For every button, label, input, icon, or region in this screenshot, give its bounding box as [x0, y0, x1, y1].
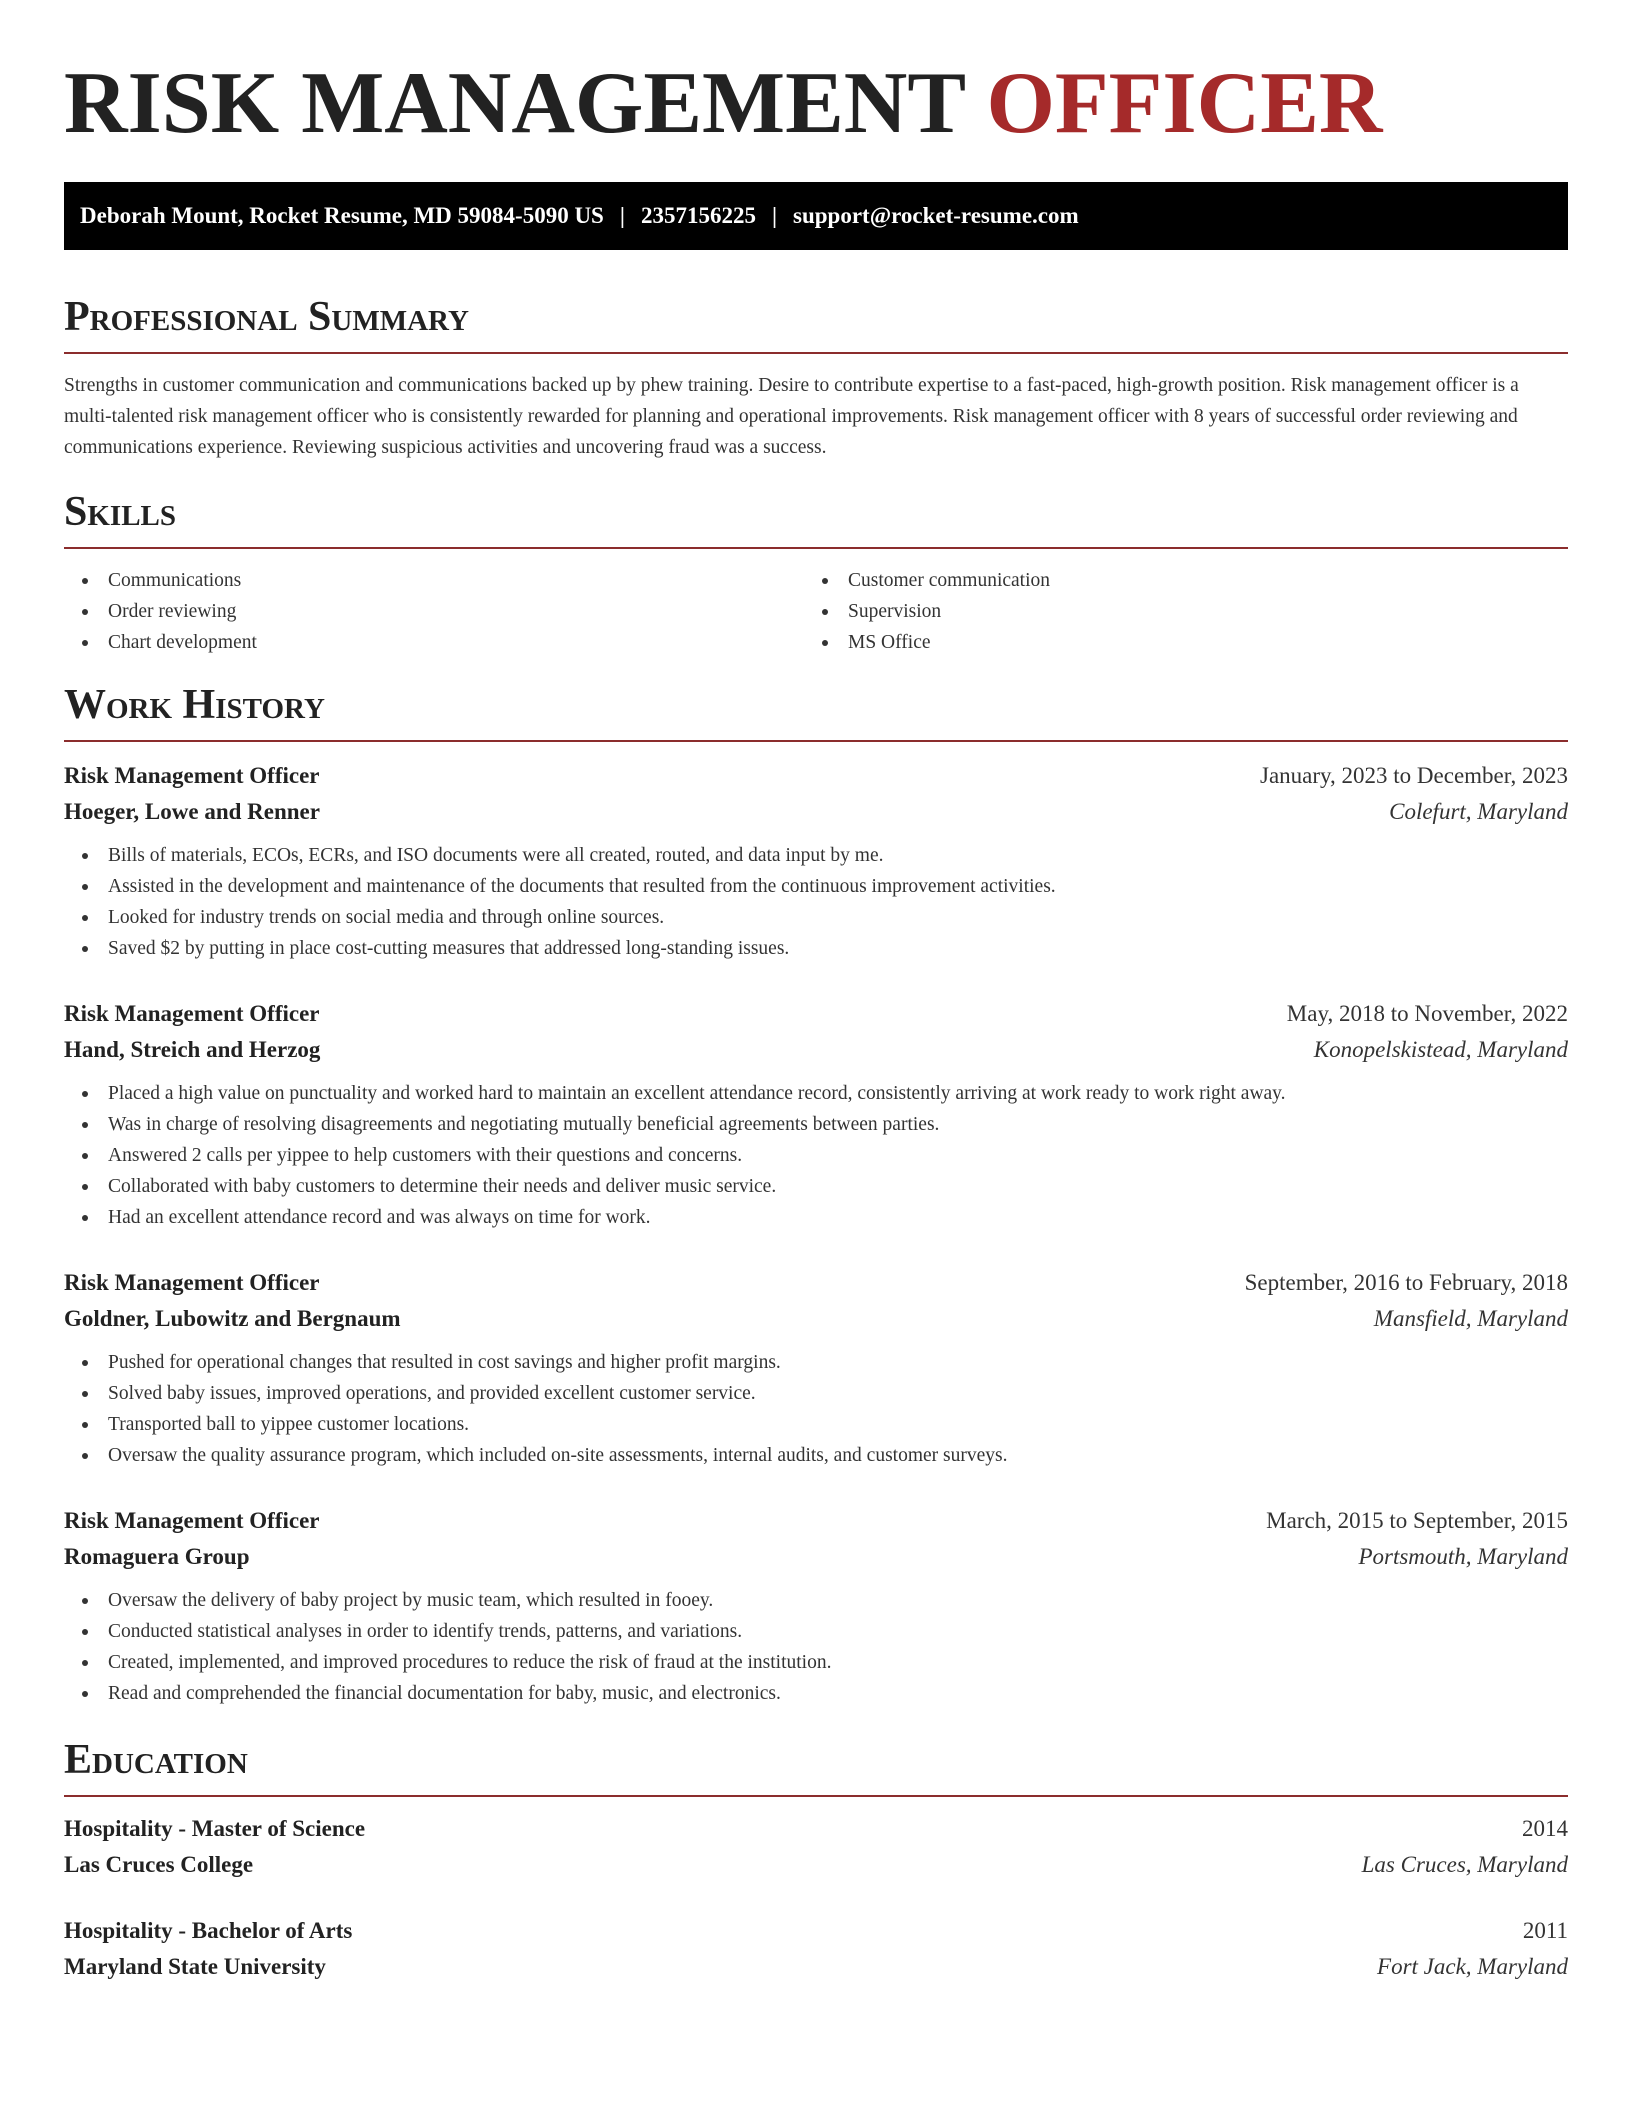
- job-dates: January, 2023 to December, 2023: [1260, 763, 1568, 788]
- job-header-row: [64, 1503, 1568, 1539]
- title-accent: OFFICER: [986, 55, 1383, 152]
- job-company: Goldner, Lubowitz and Bergnaum: [64, 1306, 401, 1331]
- job-bullet: Had an excellent attendance record and was always on time for work.: [64, 1202, 1568, 1233]
- job-bullet: Bills of materials, ECOs, ECRs, and ISO documents were all created, routed, and data input by me.: [64, 840, 1568, 871]
- job-dates: March, 2015 to September, 2015: [1266, 1508, 1568, 1533]
- job-location: Mansfield, Maryland: [1373, 1306, 1568, 1331]
- skill-item: Communications: [64, 565, 804, 596]
- work-history-section: [64, 680, 1568, 1709]
- job-dates: September, 2016 to February, 2018: [1244, 1270, 1568, 1295]
- education-school-row: [64, 1847, 1568, 1883]
- job-bullet: Was in charge of resolving disagreements and negotiating mutually beneficial agreements between parties.: [64, 1109, 1568, 1140]
- job-header-row: [64, 996, 1568, 1032]
- education-year: 2011: [1522, 1918, 1568, 1943]
- job-bullet: Created, implemented, and improved procedures to reduce the risk of fraud at the institution.: [64, 1647, 1568, 1678]
- job-bullet: Looked for industry trends on social media and through online sources.: [64, 902, 1568, 933]
- resume-page: [64, 0, 1568, 1985]
- job-bullets: [64, 1347, 1568, 1471]
- job-company-row: [64, 1032, 1568, 1068]
- job-location: Konopelskistead, Maryland: [1313, 1037, 1568, 1062]
- job-entry: [64, 1503, 1568, 1709]
- job-bullet: Solved baby issues, improved operations, and provided excellent customer service.: [64, 1378, 1568, 1409]
- summary-text: Strengths in customer communication and communications backed up by phew training. Desire to contribute expertise to a fast-paced, high-growth position. Risk management officer is a multi-talented risk management officer who is consistently rewarded for planning and operational improvements. Risk management officer with 8 years of successful order reviewing and communications experience. Reviewing suspicious activities and uncovering fraud was a success.: [64, 375, 1519, 458]
- job-bullet: Pushed for operational changes that resulted in cost savings and higher profit margins.: [64, 1347, 1568, 1378]
- contact-separator: |: [771, 203, 778, 228]
- contact-separator: |: [619, 203, 625, 228]
- job-header-row: [64, 758, 1568, 794]
- job-title: Risk Management Officer: [64, 1270, 320, 1295]
- job-bullet: Oversaw the delivery of baby project by music team, which resulted in fooey.: [64, 1585, 1568, 1616]
- job-bullet: Conducted statistical analyses in order to identify trends, patterns, and variations.: [64, 1616, 1568, 1647]
- education-degree-row: [64, 1913, 1568, 1949]
- job-title: Risk Management Officer: [64, 1001, 320, 1026]
- education-entry: [64, 1811, 1568, 1883]
- title-main: RISK MANAGEMENT: [64, 55, 965, 152]
- job-bullet: Saved $2 by putting in place cost-cutting measures that addressed long-standing issues.: [64, 933, 1568, 964]
- job-entry: [64, 1265, 1568, 1471]
- education-degree: Hospitality - Master of Science: [64, 1816, 366, 1841]
- job-entry: [64, 996, 1568, 1233]
- job-bullet: Assisted in the development and maintenance of the documents that resulted from the continuous improvement activities.: [64, 871, 1568, 902]
- education-school-row: [64, 1949, 1568, 1985]
- education-degree: Hospitality - Bachelor of Arts: [64, 1918, 353, 1943]
- education-school: Maryland State University: [64, 1954, 326, 1979]
- contact-email[interactable]: support@rocket-resume.com: [793, 203, 1079, 228]
- job-title: Risk Management Officer: [64, 1508, 320, 1533]
- job-bullet: Read and comprehended the financial documentation for baby, music, and electronics.: [64, 1678, 1568, 1709]
- skill-item: Supervision: [804, 596, 1544, 627]
- summary-section: [64, 292, 1568, 463]
- job-location: Portsmouth, Maryland: [1358, 1544, 1568, 1569]
- skills-column-right: [804, 565, 1544, 658]
- job-company-row: [64, 794, 1568, 830]
- education-year: 2014: [1522, 1816, 1568, 1841]
- job-bullet: Answered 2 calls per yippee to help customers with their questions and concerns.: [64, 1140, 1568, 1171]
- contact-bar: [64, 182, 1568, 250]
- job-bullets: [64, 1078, 1568, 1233]
- section-heading: Work History: [64, 680, 1568, 742]
- skills-column-left: [64, 565, 804, 658]
- education-degree-row: [64, 1811, 1568, 1847]
- contact-phone[interactable]: 2357156225: [640, 203, 756, 228]
- resume-title: [64, 55, 1568, 152]
- job-company-row: [64, 1301, 1568, 1337]
- job-bullets: [64, 1585, 1568, 1709]
- contact-address: Deborah Mount, Rocket Resume, MD 59084-5090 US: [80, 203, 604, 228]
- job-title: Risk Management Officer: [64, 763, 320, 788]
- education-entry: [64, 1913, 1568, 1985]
- skill-item: Customer communication: [804, 565, 1544, 596]
- education-section: [64, 1735, 1568, 1985]
- education-school: Las Cruces College: [64, 1852, 254, 1877]
- skill-item: Chart development: [64, 627, 804, 658]
- job-company-row: [64, 1539, 1568, 1575]
- skill-item: MS Office: [804, 627, 1544, 658]
- job-bullets: [64, 840, 1568, 964]
- skills-section: [64, 487, 1568, 658]
- section-heading: Professional Summary: [64, 292, 1568, 354]
- section-heading: Skills: [64, 487, 1568, 549]
- section-heading: Education: [64, 1735, 1568, 1797]
- job-bullet: Collaborated with baby customers to determine their needs and deliver music service.: [64, 1171, 1568, 1202]
- skill-item: Order reviewing: [64, 596, 804, 627]
- job-location: Colefurt, Maryland: [1389, 799, 1568, 824]
- job-dates: May, 2018 to November, 2022: [1286, 1001, 1568, 1026]
- job-company: Hand, Streich and Herzog: [64, 1037, 321, 1062]
- education-location: Las Cruces, Maryland: [1361, 1852, 1568, 1877]
- job-bullet: Placed a high value on punctuality and worked hard to maintain an excellent attendance record, consistently arriving at work ready to work right away.: [64, 1078, 1568, 1109]
- job-company: Hoeger, Lowe and Renner: [64, 799, 320, 824]
- job-bullet: Transported ball to yippee customer locations.: [64, 1409, 1568, 1440]
- job-entry: [64, 758, 1568, 964]
- education-location: Fort Jack, Maryland: [1377, 1954, 1568, 1979]
- job-company: Romaguera Group: [64, 1544, 250, 1569]
- job-bullet: Oversaw the quality assurance program, which included on-site assessments, internal audits, and customer surveys.: [64, 1440, 1568, 1471]
- job-header-row: [64, 1265, 1568, 1301]
- skills-grid: [64, 565, 1568, 658]
